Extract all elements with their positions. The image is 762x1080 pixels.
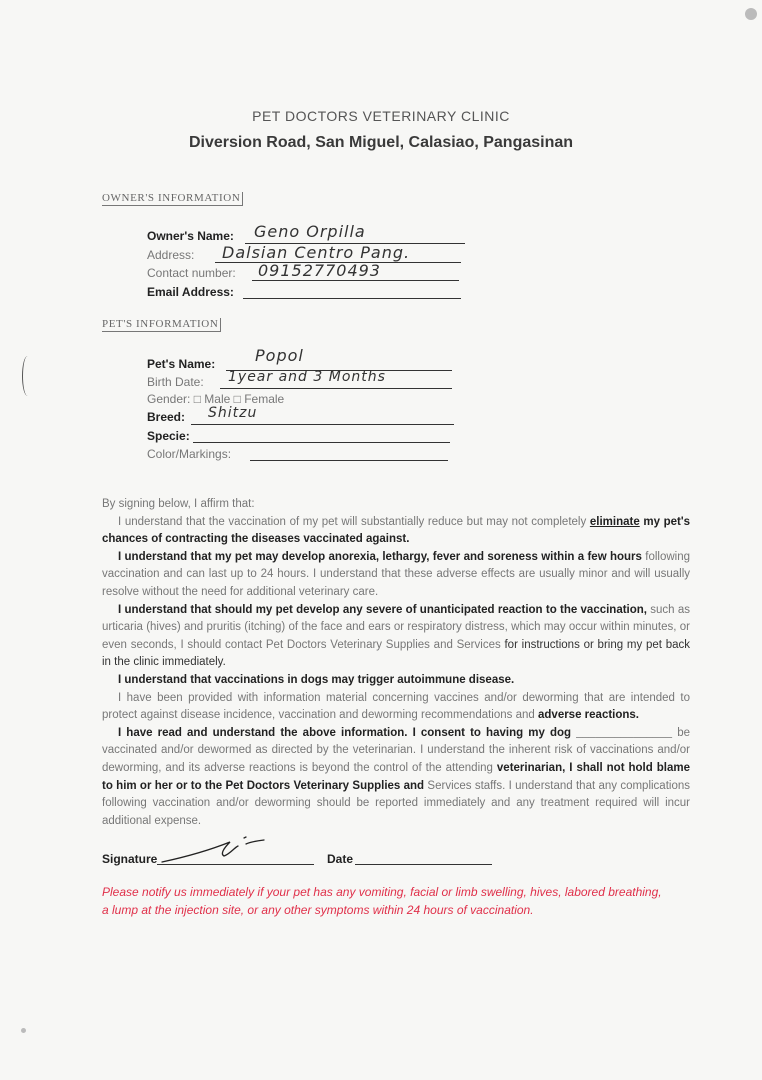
- p1-emphasis: eliminate: [589, 515, 640, 528]
- breed-label: Breed:: [147, 410, 186, 424]
- p1-text: I understand that the vaccination of my pet will substantially reduce but may not completely: [118, 515, 587, 528]
- p3-text: such as urticaria (hives) and pruritis (itching) of the face and ears or respiratory distress, which may occur within minutes, or even seconds, I should contact Pet Doctors Veterinary Supplies and Services: [102, 603, 690, 651]
- p6-emphasis: veterinarian, I shall not hold blame to him or her or to the Pet Doctors Veterinary Supplies and: [102, 761, 690, 792]
- p6-text-end: Services staffs. I understand that any complications following vaccination and/or deworming should be reported immediately and any treatment required will incur additional expense.: [102, 779, 690, 827]
- agreement-p4: [102, 672, 690, 690]
- birth-date-label: Birth Date:: [147, 375, 204, 389]
- birth-date-value: 1year and 3 Months: [228, 369, 386, 385]
- color-markings-line[interactable]: [250, 460, 448, 461]
- contact-value: 09152770493: [258, 261, 381, 280]
- scan-mark: [745, 8, 757, 20]
- notice-text: Please notify us immediately if your pet has any vomiting, facial or limb swelling, hives, labored breathing, a lump at the injection site, or any other symptoms within 24 hours of vaccination.: [102, 885, 662, 917]
- breed-value: Shitzu: [208, 405, 258, 421]
- specie-label: Specie:: [147, 429, 190, 443]
- agreement-p2: [102, 549, 690, 602]
- agreement-p6: [102, 725, 690, 831]
- p5-text: I have been provided with information material concerning vaccines and/or deworming that are intended to protect against disease incidence, vaccination and deworming recommendations and: [102, 691, 690, 722]
- pet-section-title: PET'S INFORMATION: [102, 318, 221, 332]
- p2-lead: I understand that my pet may develop anorexia, lethargy, fever and soreness within a few hours: [118, 550, 642, 563]
- pen-mark: [22, 356, 33, 396]
- p1-text-end: my pet's chances of contracting the diseases vaccinated against.: [102, 515, 690, 546]
- p2-text: following vaccination and can last up to 24 hours. I understand that these adverse effects are usually minor and will usually resolve without the need for additional veterinary care.: [102, 550, 691, 598]
- pet-name-value: Popol: [255, 346, 304, 365]
- contact-label: Contact number:: [147, 266, 236, 280]
- owner-name-value: Geno Orpilla: [254, 222, 366, 241]
- email-label: Email Address:: [147, 285, 234, 299]
- signature-label: Signature: [102, 852, 158, 866]
- agreement-p5: [102, 690, 690, 725]
- agreement-p1: [102, 514, 690, 549]
- owner-name-label: Owner's Name:: [147, 229, 234, 243]
- date-label: Date: [327, 852, 354, 866]
- address-value: Dalsian Centro Pang.: [222, 243, 411, 262]
- p6-lead: I have read and understand the above information. I consent to having my dog _______________: [118, 726, 673, 739]
- clinic-address: Diversion Road, San Miguel, Calasiao, Pangasinan: [188, 134, 574, 151]
- p5-text-end: adverse reactions.: [538, 709, 640, 722]
- p3-text-end: for instructions or bring my pet back in the clinic immediately.: [102, 638, 690, 669]
- breed-line[interactable]: [191, 424, 454, 425]
- agreement-intro: By signing below, I affirm that:: [102, 498, 255, 510]
- birth-date-line[interactable]: [220, 388, 452, 389]
- p6-text: be vaccinated and/or dewormed as directed by the veterinarian. I understand the inherent risk of vaccinations and/or deworming, and its adverse reactions is beyond the control of the attending: [102, 726, 691, 774]
- specie-line[interactable]: [193, 442, 450, 443]
- agreement-p3: [102, 602, 690, 672]
- clinic-name: PET DOCTORS VETERINARY CLINIC: [252, 108, 510, 124]
- pet-name-label: Pet's Name:: [147, 357, 216, 371]
- p4-text: I understand that vaccinations in dogs may trigger autoimmune disease.: [118, 673, 515, 686]
- gender-options[interactable]: Gender: □ Male □ Female: [147, 392, 285, 406]
- contact-line[interactable]: [252, 280, 459, 281]
- date-line[interactable]: [355, 864, 492, 865]
- owner-section-title: OWNER'S INFORMATION: [102, 192, 243, 206]
- address-label: Address:: [147, 248, 195, 262]
- color-markings-label: Color/Markings:: [147, 447, 232, 461]
- agreement-text: [102, 496, 690, 830]
- email-line[interactable]: [243, 298, 461, 299]
- p3-lead: I understand that should my pet develop any severe of unanticipated reaction to the vaccination,: [118, 603, 647, 616]
- scan-dot: [21, 1028, 26, 1033]
- signature-scribble: [160, 834, 280, 866]
